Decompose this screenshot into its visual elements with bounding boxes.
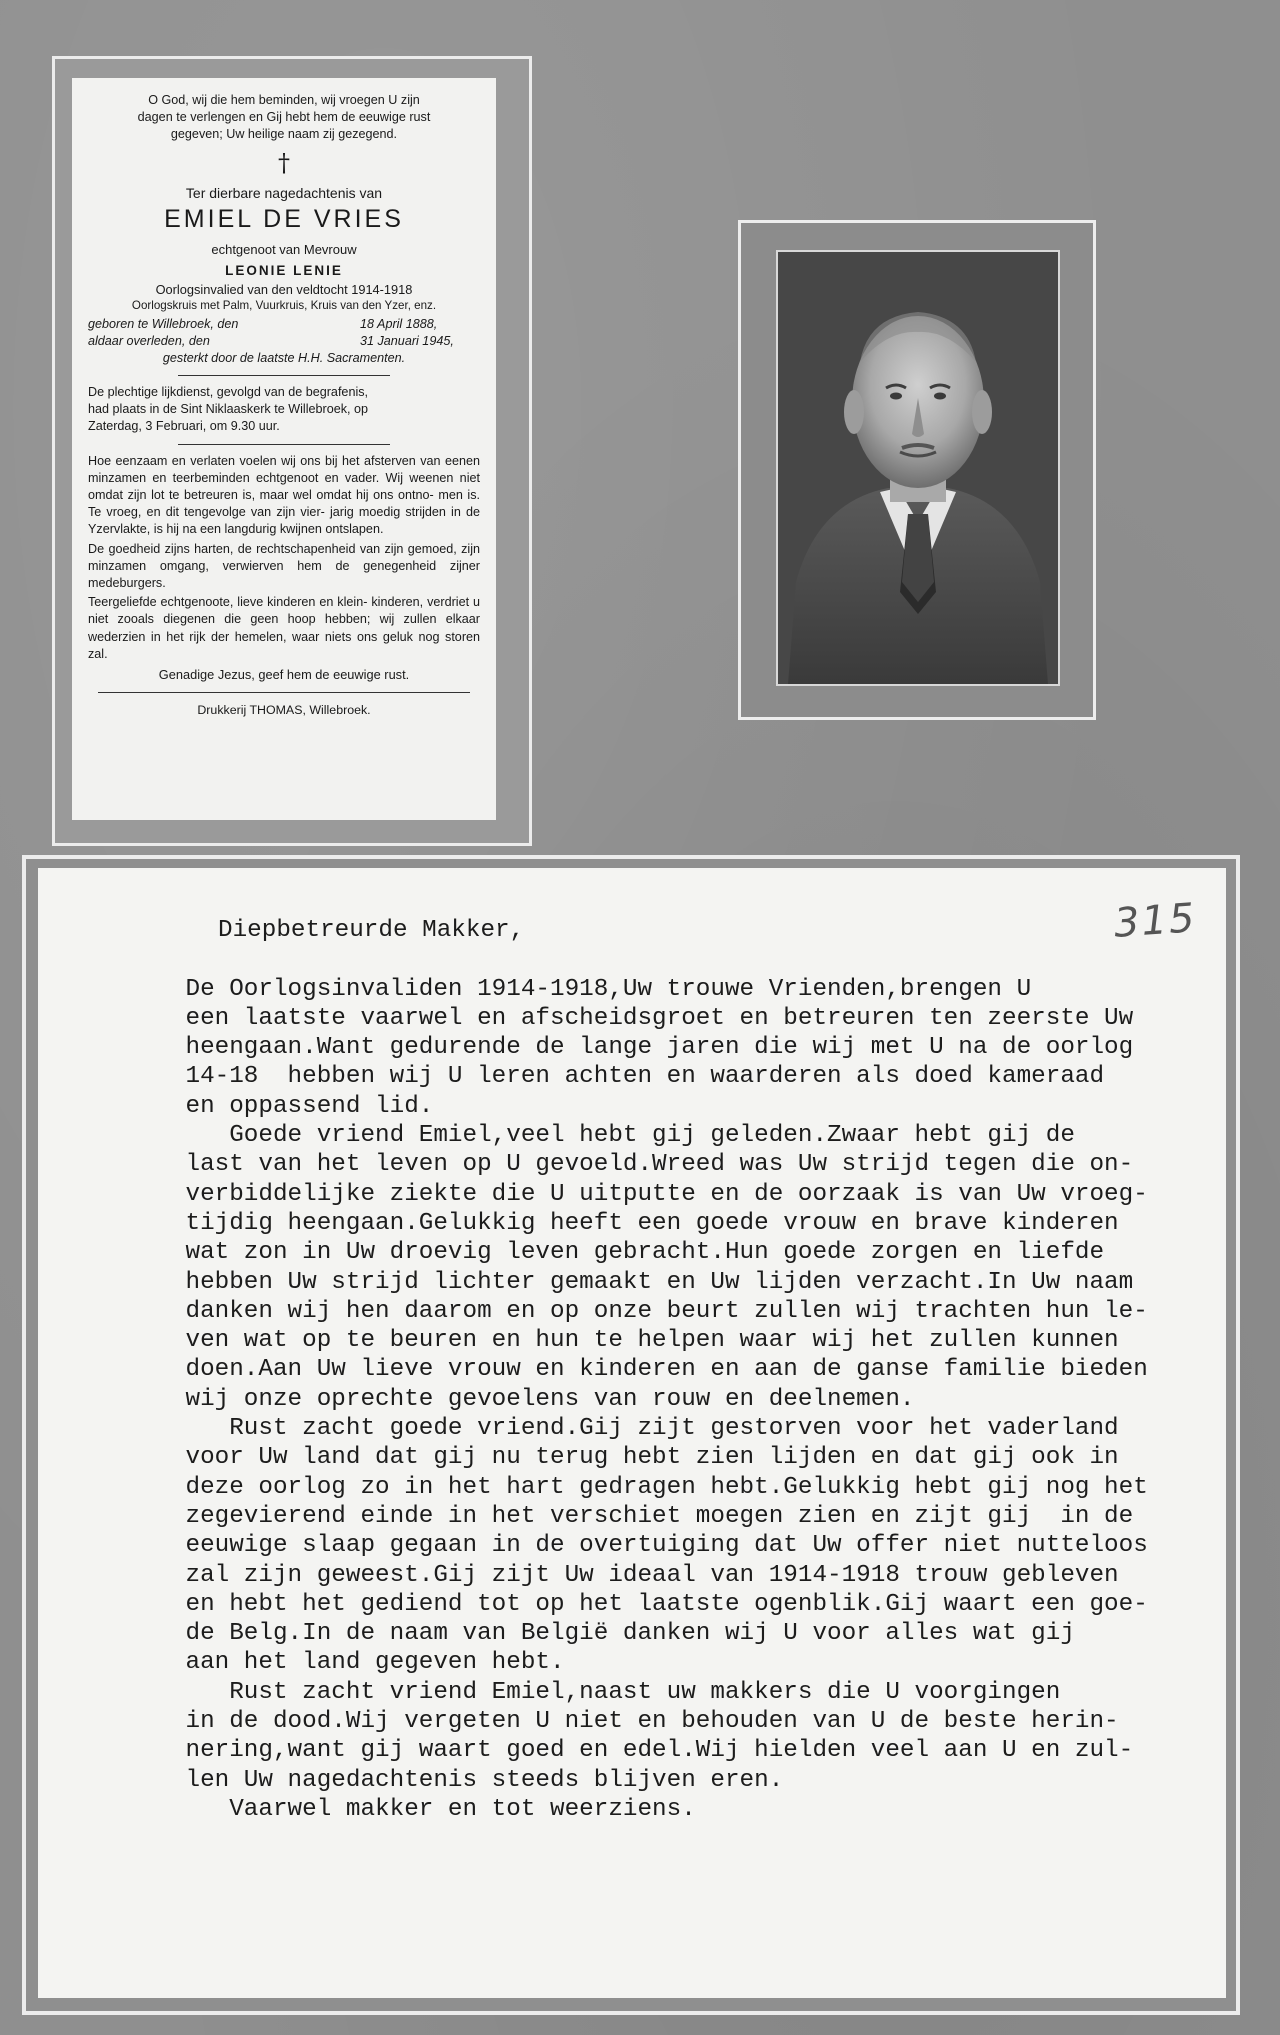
sacraments-line: gesterkt door de laatste H.H. Sacramenten. bbox=[162, 351, 406, 365]
letter-line: 14-18 hebben wij U leren achten en waarderen als doed kameraad bbox=[98, 1063, 1105, 1091]
birth-label: geboren te Willebroek, den bbox=[88, 317, 239, 331]
portrait-photo bbox=[776, 250, 1060, 686]
letter-line: hebben Uw strijd lichter gemaakt en Uw lijden verzacht.In Uw naam bbox=[98, 1268, 1134, 1296]
card-line: hoop hebben; wij zullen elkaar wederzien in het rijk bbox=[88, 612, 481, 644]
letter-line: en hebt het gediend tot op het laatste ogenblik.Gij waart een goe- bbox=[98, 1590, 1148, 1618]
funeral-line: had plaats in de Sint Niklaaskerk te Willebroek, op bbox=[88, 402, 369, 417]
memorial-card bbox=[72, 78, 496, 820]
card-paragraph-2 bbox=[88, 541, 480, 593]
prayer-line: dagen te verlengen en Gij hebt hem de eeuwige rust bbox=[137, 110, 431, 124]
letter-line: deze oorlog zo in het hart gedragen hebt.Gelukkig hebt gij nog het bbox=[98, 1473, 1148, 1501]
birth-row bbox=[88, 316, 480, 333]
prayer-line: gegeven; Uw heilige naam zij gezegend. bbox=[170, 127, 398, 141]
letter-line: ven wat op te beuren en hun te helpen waar wij het zullen kunnen bbox=[98, 1327, 1119, 1355]
divider bbox=[98, 692, 470, 693]
funeral-line: De plechtige lijkdienst, gevolgd van de begrafenis, bbox=[88, 385, 369, 399]
prayer-line: O God, wij die hem beminden, wij vroegen U zijn bbox=[148, 93, 420, 107]
card-paragraph-3 bbox=[88, 594, 480, 663]
letter-line: zal zijn geweest.Gij zijt Uw ideaal van 1914-1918 trouw gebleven bbox=[98, 1561, 1119, 1589]
letter-line: nering,want gij waart goed en edel.Wij hielden veel aan U en zul- bbox=[98, 1737, 1134, 1765]
card-line: men is. Te vroeg, en dit tengevolge van zijn vier- bbox=[88, 488, 480, 520]
card-line: der hemelen, waar niets ons geluk nog storen zal. bbox=[88, 629, 481, 661]
card-line: zijn gemoed, zijn minzamen omgang, verwierven bbox=[88, 541, 480, 573]
letter-line: eeuwige slaap gegaan in de overtuiging dat Uw offer niet nutteloos bbox=[98, 1532, 1148, 1560]
letter-line: wat zon in Uw droevig leven gebracht.Hun goede zorgen en liefde bbox=[98, 1239, 1105, 1267]
in-memory-heading: Ter dierbare nagedachtenis van bbox=[185, 185, 383, 201]
death-date: 31 Januari 1945, bbox=[360, 334, 454, 348]
letter-line: heengaan.Want gedurende de lange jaren die wij met U na de oorlog bbox=[98, 1034, 1134, 1062]
death-label: aldaar overleden, den bbox=[88, 334, 210, 348]
spouse-name: LEONIE LENIE bbox=[225, 263, 343, 278]
letter-line: de Belg.In de naam van België danken wij U voor alles wat gij bbox=[98, 1620, 1075, 1648]
letter-line: doen.Aan Uw lieve vrouw en kinderen en aan de ganse familie bieden bbox=[98, 1356, 1148, 1384]
deceased-name: EMIEL DE VRIES bbox=[164, 205, 404, 233]
letter-line: last van het leven op U gevoeld.Wreed was Uw strijd tegen die on- bbox=[98, 1151, 1134, 1179]
letter-line: voor Uw land dat gij nu terug hebt zien lijden en dat gij ook in bbox=[98, 1444, 1119, 1472]
war-invalid-line: Oorlogsinvalied van den veldtocht 1914-1918 bbox=[155, 282, 413, 297]
closing-prayer: Genadige Jezus, geef hem de eeuwige rust. bbox=[158, 667, 410, 683]
card-line: lot te betreuren is, maar wel omdat hij ons ontno- bbox=[151, 488, 434, 503]
cross-icon: † bbox=[278, 149, 290, 177]
printer-credit: Drukkerij THOMAS, Willebroek. bbox=[197, 703, 371, 718]
letter-line: tijdig heengaan.Gelukkig heeft een goede vrouw en brave kinderen bbox=[98, 1209, 1119, 1237]
birth-date: 18 April 1888, bbox=[360, 317, 438, 331]
funeral-notice bbox=[88, 384, 480, 436]
letter-salutation: Diepbetreurde Makker, bbox=[218, 917, 525, 944]
letter-line: danken wij hen daarom en op onze beurt zullen wij trachten hun le- bbox=[98, 1297, 1148, 1325]
card-line: Hoe eenzaam en verlaten voelen wij ons bij het bbox=[88, 453, 360, 468]
card-line: langdurig kwijnen ontslapen. bbox=[224, 522, 384, 537]
divider bbox=[178, 375, 390, 376]
letter-line: aan het land gegeven hebt. bbox=[98, 1649, 565, 1677]
typed-letter bbox=[38, 868, 1226, 1998]
death-row bbox=[88, 333, 480, 350]
handwritten-page-number: 315 bbox=[1112, 895, 1198, 947]
card-line: De goedheid zijns harten, de rechtschapenheid van bbox=[88, 541, 381, 556]
card-line: jarig moedig strijden in de Yzervlakte, is hij na een bbox=[88, 505, 480, 537]
letter-line: in de dood.Wij vergeten U niet en behouden van U de beste herin- bbox=[98, 1708, 1119, 1736]
letter-line: en oppassend lid. bbox=[98, 1092, 434, 1120]
letter-line: verbiddelijke ziekte die U uitputte en de oorzaak is van Uw vroeg- bbox=[98, 1180, 1148, 1208]
life-dates bbox=[88, 316, 480, 350]
letter-line: Rust zacht vriend Emiel,naast uw makkers die U voorgingen bbox=[98, 1678, 1061, 1706]
letter-line: zegevierend einde in het verschiet moegen zien en zijt gij in de bbox=[98, 1502, 1134, 1530]
opening-prayer bbox=[88, 92, 480, 143]
letter-line: wij onze oprechte gevoelens van rouw en deelnemen. bbox=[98, 1385, 915, 1413]
decorations-line: Oorlogskruis met Palm, Vuurkruis, Kruis van den Yzer, enz. bbox=[131, 299, 437, 312]
card-line: hem de genegenheid zijner medeburgers. bbox=[88, 558, 480, 591]
letter-line: Vaarwel makker en tot weerziens. bbox=[98, 1795, 696, 1823]
card-line: Teergeliefde echtgenoote, lieve kinderen en klein- bbox=[88, 595, 368, 610]
letter-line: een laatste vaarwel en afscheidsgroet en betreuren ten zeerste Uw bbox=[98, 1004, 1134, 1032]
spouse-label: echtgenoot van Mevrouw bbox=[211, 242, 357, 257]
card-paragraph-1 bbox=[88, 453, 480, 539]
letter-line: len Uw nagedachtenis steeds blijven eren. bbox=[98, 1766, 784, 1794]
card-line: afsterven van eenen minzamen en teerbeminden bbox=[88, 453, 481, 485]
portrait-photo-icon bbox=[778, 252, 1058, 684]
letter-line: Rust zacht goede vriend.Gij zijt gestorven voor het vaderland bbox=[98, 1415, 1119, 1443]
letter-line: Goede vriend Emiel,veel hebt gij geleden.Zwaar hebt gij de bbox=[98, 1122, 1075, 1150]
card-line: echtgenoot en vader. Wij weenen niet omdat zijn bbox=[88, 470, 480, 503]
divider bbox=[178, 444, 390, 445]
funeral-line: Zaterdag, 3 Februari, om 9.30 uur. bbox=[88, 419, 280, 434]
letter-line: De Oorlogsinvaliden 1914-1918,Uw trouwe Vrienden,brengen U bbox=[98, 975, 1032, 1003]
card-line: kinderen, verdriet u niet zooals diegenen die geen bbox=[88, 595, 481, 627]
